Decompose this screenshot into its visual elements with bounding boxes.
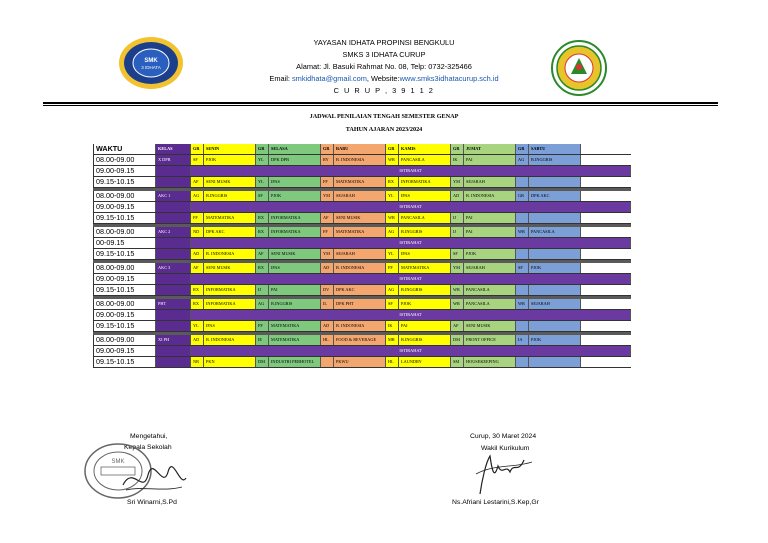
subject-name: LAUNDRY <box>399 357 451 367</box>
subject-name: PJOK <box>399 299 451 309</box>
subject-name: PAI <box>464 227 516 237</box>
subject-name: PAI <box>269 285 321 295</box>
teacher-code: YM <box>321 191 334 201</box>
subject-name <box>529 285 581 295</box>
day-header-kamis: KAMIS <box>399 144 451 154</box>
teacher-code: ND <box>191 227 204 237</box>
subject-name: IPAS <box>399 249 451 259</box>
break-row <box>93 346 631 357</box>
teacher-code: MR <box>386 335 399 345</box>
teacher-code: AG <box>386 227 399 237</box>
day-header-rabu: RABU <box>334 144 386 154</box>
time-slot: 08.00-09.00 <box>93 335 156 345</box>
subject-name: PANCASILA <box>464 285 516 295</box>
subject-name: INFORMATIKA <box>204 285 256 295</box>
subject-name: PKWU <box>334 357 386 367</box>
table-row <box>93 321 631 332</box>
email-link[interactable]: smkidhata@gmail.com <box>291 74 367 83</box>
subject-name: IPAS <box>269 263 321 273</box>
table-row <box>93 285 631 296</box>
day-header-senin: SENIN <box>204 144 256 154</box>
stamp-text: SMK <box>111 459 125 465</box>
subject-name: B. INDONESIA <box>204 249 256 259</box>
time-slot: 09.15-10.15 <box>93 285 156 295</box>
subject-name: FRONT OFFICE <box>464 335 516 345</box>
class-cell-empty <box>156 274 191 284</box>
waktu-header: WAKTU <box>93 144 156 154</box>
subject-name: PAI <box>399 321 451 331</box>
subject-name: SENI MUSIK <box>204 263 256 273</box>
teacher-code: IA <box>516 335 529 345</box>
subject-name: IPAS <box>204 321 256 331</box>
teacher-code: AD <box>451 191 464 201</box>
time-slot: 09.15-10.15 <box>93 321 156 331</box>
teacher-code: GR <box>516 191 529 201</box>
break-label: ISTIRAHAT <box>191 202 631 212</box>
time-slot: 09.00-09.15 <box>93 346 156 356</box>
class-cell-empty <box>156 346 191 356</box>
table-row <box>93 191 631 202</box>
day-code-header: GR <box>516 144 529 154</box>
subject-name: PJOK <box>529 263 581 273</box>
subject-name: INFORMATIKA <box>269 213 321 223</box>
break-row <box>93 274 631 285</box>
subject-name <box>529 177 581 187</box>
subject-name: MATEMATIKA <box>399 263 451 273</box>
schedule-title: JADWAL PENILAIAN TENGAH SEMESTER GENAP <box>309 113 459 120</box>
day-header-selasa: SELASA <box>269 144 321 154</box>
time-slot: 08.00-09.00 <box>93 191 156 201</box>
teacher-code: YM <box>451 263 464 273</box>
teacher-code: WR <box>386 155 399 165</box>
subject-name: DPK AKC <box>204 227 256 237</box>
class-cell-empty <box>156 285 191 295</box>
subject-name: HOUSEKEEPING <box>464 357 516 367</box>
subject-name: SEJARAH <box>334 191 386 201</box>
day-code-header: GR <box>451 144 464 154</box>
time-slot: 08.00-09.00 <box>93 299 156 309</box>
teacher-code: SF <box>386 299 399 309</box>
academic-year: TAHUN AJARAN 2023/2024 <box>345 126 423 133</box>
subject-name: B.INGGRIS <box>399 285 451 295</box>
website-link[interactable]: www.smks3idhatacurup.sch.id <box>399 74 499 83</box>
subject-name: DPK DPB <box>269 155 321 165</box>
teacher-code: AD <box>321 321 334 331</box>
teacher-code: FF <box>321 177 334 187</box>
subject-name: SENI MUSIK <box>269 249 321 259</box>
break-label: ISTIRAHAT <box>191 310 631 320</box>
teacher-code: YM <box>451 177 464 187</box>
subject-name: PKN <box>204 357 256 367</box>
time-slot: 09.00-09.15 <box>93 202 156 212</box>
teacher-code <box>516 357 529 367</box>
teacher-code: IJ <box>451 227 464 237</box>
class-name: AKC 1 <box>156 191 191 201</box>
subject-name: PANCASILA <box>399 155 451 165</box>
subject-name: B. INDONESIA <box>334 155 386 165</box>
teacher-code: YL <box>386 191 399 201</box>
subject-name: B.INGGRIS <box>204 191 256 201</box>
time-slot: 09.00-09.15 <box>93 310 156 320</box>
time-slot: 09.00-09.15 <box>93 274 156 284</box>
class-name: X DPB <box>156 155 191 165</box>
time-slot: 08.00-09.00 <box>93 155 156 165</box>
table-row <box>93 213 631 224</box>
subject-name: DPK PHT <box>334 299 386 309</box>
principal-signature-icon <box>118 460 188 500</box>
day-header-sabtu: SABTU <box>529 144 581 154</box>
kelas-header: KELAS <box>156 144 191 154</box>
subject-name: PANCASILA <box>529 227 581 237</box>
teacher-code: HL <box>386 357 399 367</box>
subject-name: PAI <box>464 213 516 223</box>
teacher-code: HL <box>321 335 334 345</box>
teacher-code: AD <box>191 335 204 345</box>
subject-name: B.INGGRIS <box>529 155 581 165</box>
acknowledged-label: Mengetahui, <box>130 433 168 440</box>
sign-date: Curup, 30 Maret 2024 <box>470 433 537 440</box>
subject-name: INFORMATIKA <box>204 299 256 309</box>
email-label: Email: <box>269 74 292 83</box>
teacher-code: IE <box>256 335 269 345</box>
teacher-code: AD <box>191 249 204 259</box>
teacher-code: WR <box>386 213 399 223</box>
subject-name: MATEMATIKA <box>269 321 321 331</box>
teacher-code: RX <box>256 263 269 273</box>
subject-name: B. INDONESIA <box>204 335 256 345</box>
class-name: AKC 3 <box>156 263 191 273</box>
time-slot: 09.00-09.15 <box>93 166 156 176</box>
teacher-code <box>516 213 529 223</box>
break-label: ISTIRAHAT <box>191 346 631 356</box>
teacher-code: SF <box>191 155 204 165</box>
break-row <box>93 238 631 249</box>
subject-name: SENI MUSIK <box>204 177 256 187</box>
teacher-code: IK <box>451 155 464 165</box>
teacher-code: RX <box>386 177 399 187</box>
teacher-code: RX <box>191 285 204 295</box>
teacher-code: RX <box>256 227 269 237</box>
subject-name: PJOK <box>269 191 321 201</box>
teacher-code: AF <box>191 263 204 273</box>
time-slot: 08.00-09.00 <box>93 263 156 273</box>
subject-name <box>529 249 581 259</box>
class-cell-empty <box>156 166 191 176</box>
vice-signature-icon <box>468 450 538 498</box>
principal-name: Sri Winarni,S.Pd <box>127 499 177 506</box>
teacher-code: IJ <box>256 285 269 295</box>
teacher-code: RY <box>321 155 334 165</box>
table-row <box>93 299 631 310</box>
class-cell-empty <box>156 249 191 259</box>
teacher-code: AG <box>256 299 269 309</box>
subject-name: MATEMATIKA <box>334 227 386 237</box>
table-header-row <box>93 144 631 155</box>
subject-name: PAI <box>464 155 516 165</box>
subject-name <box>529 357 581 367</box>
table-row <box>93 263 631 274</box>
subject-name: PJOK <box>529 335 581 345</box>
break-row <box>93 166 631 177</box>
subject-name: MATEMATIKA <box>204 213 256 223</box>
table-row <box>93 227 631 238</box>
teacher-code: FF <box>386 263 399 273</box>
day-header-jumat: JUMAT <box>464 144 516 154</box>
subject-name: MATEMATIKA <box>334 177 386 187</box>
subject-name: B. INDONESIA <box>464 191 516 201</box>
time-slot: 08.00-09.00 <box>93 227 156 237</box>
teacher-code <box>321 357 334 367</box>
teacher-code: SF <box>516 263 529 273</box>
city-postcode: C U R U P , 3 9 1 1 2 <box>333 86 435 95</box>
website-label: , Website: <box>366 74 400 83</box>
break-label: ISTIRAHAT <box>191 166 631 176</box>
header-divider-thin <box>43 105 718 106</box>
break-row <box>93 310 631 321</box>
subject-name <box>529 213 581 223</box>
subject-name: FOOD & BEVERAGE <box>334 335 386 345</box>
class-cell-empty <box>156 321 191 331</box>
teacher-code: AF <box>451 321 464 331</box>
teacher-code: RX <box>256 213 269 223</box>
teacher-code: AF <box>321 213 334 223</box>
table-row <box>93 155 631 166</box>
class-cell-empty <box>156 177 191 187</box>
subject-name: SEJARAH <box>529 299 581 309</box>
time-slot: 09.15-10.15 <box>93 357 156 367</box>
class-name: PHT <box>156 299 191 309</box>
teacher-code: WR <box>451 299 464 309</box>
subject-name: SEJARAH <box>464 177 516 187</box>
day-code-header: GR <box>386 144 399 154</box>
subject-name: INDUSTRI PERHOTEL <box>269 357 321 367</box>
teacher-code: AF <box>191 177 204 187</box>
break-label: ISTIRAHAT <box>191 274 631 284</box>
day-code-header: GR <box>256 144 269 154</box>
contact-line <box>0 74 768 85</box>
subject-name: PANCASILA <box>464 299 516 309</box>
day-code-header: GR <box>191 144 204 154</box>
teacher-code <box>516 177 529 187</box>
table-row <box>93 249 631 260</box>
teacher-code: SM <box>451 357 464 367</box>
subject-name: SEJARAH <box>464 263 516 273</box>
table-row <box>93 177 631 188</box>
class-cell-empty <box>156 357 191 367</box>
subject-name: B. INDONESIA <box>334 321 386 331</box>
teacher-code: WR <box>516 299 529 309</box>
foundation-name: YAYASAN IDHATA PROPINSI BENGKULU <box>313 38 455 47</box>
subject-name: SENI MUSIK <box>334 213 386 223</box>
subject-name: PJOK <box>464 249 516 259</box>
teacher-code: YL <box>256 177 269 187</box>
teacher-code: DM <box>256 357 269 367</box>
teacher-code <box>516 285 529 295</box>
teacher-code: YL <box>256 155 269 165</box>
teacher-code: WR <box>516 227 529 237</box>
break-row <box>93 202 631 213</box>
subject-name: IPAS <box>399 191 451 201</box>
teacher-code: FF <box>256 321 269 331</box>
subject-name: B.INGGRIS <box>399 335 451 345</box>
teacher-code: YM <box>321 249 334 259</box>
school-name: SMKS 3 IDHATA CURUP <box>342 50 426 59</box>
teacher-code <box>516 321 529 331</box>
teacher-code: AG <box>386 285 399 295</box>
subject-name: PANCASILA <box>399 213 451 223</box>
subject-name: SENI MUSIK <box>464 321 516 331</box>
class-name: AKC 2 <box>156 227 191 237</box>
subject-name: B.INGGRIS <box>399 227 451 237</box>
teacher-code: YL <box>386 249 399 259</box>
time-slot: 00-09.15 <box>93 238 156 248</box>
teacher-code: NR <box>191 357 204 367</box>
time-slot: 09.15-10.15 <box>93 177 156 187</box>
teacher-code: WR <box>451 285 464 295</box>
principal-title: Kepala Sekolah <box>124 444 172 451</box>
day-code-header: GR <box>321 144 334 154</box>
teacher-code: AG <box>191 191 204 201</box>
class-name: XI PH <box>156 335 191 345</box>
table-row <box>93 335 631 346</box>
header-divider-thick <box>43 102 718 104</box>
subject-name: MATEMATIKA <box>269 335 321 345</box>
subject-name <box>529 321 581 331</box>
teacher-code: IK <box>386 321 399 331</box>
teacher-code: DV <box>321 285 334 295</box>
svg-text:3 IDHATA: 3 IDHATA <box>141 65 161 70</box>
break-label: ISTIRAHAT <box>191 238 631 248</box>
teacher-code: IL <box>321 299 334 309</box>
teacher-code <box>516 249 529 259</box>
teacher-code: YL <box>191 321 204 331</box>
subject-name: IPAS <box>269 177 321 187</box>
teacher-code: RX <box>191 299 204 309</box>
table-row <box>93 357 631 368</box>
time-slot: 09.15-10.15 <box>93 213 156 223</box>
subject-name: B. INDONESIA <box>334 263 386 273</box>
school-address: Alamat: Jl. Basuki Rahmat No. 08, Telp: 0732-325466 <box>296 62 472 71</box>
teacher-code: FF <box>191 213 204 223</box>
subject-name: SEJARAH <box>334 249 386 259</box>
teacher-code: SF <box>256 191 269 201</box>
teacher-code: AF <box>256 249 269 259</box>
teacher-code: FF <box>321 227 334 237</box>
subject-name: DPK AKC <box>529 191 581 201</box>
class-cell-empty <box>156 310 191 320</box>
time-slot: 09.15-10.15 <box>93 249 156 259</box>
subject-name: INFORMATIKA <box>399 177 451 187</box>
teacher-code: AD <box>321 263 334 273</box>
subject-name: DPK AKC <box>334 285 386 295</box>
subject-name: PJOK <box>204 155 256 165</box>
subject-name: B.INGGRIS <box>269 299 321 309</box>
class-cell-empty <box>156 213 191 223</box>
teacher-code: IJ <box>451 213 464 223</box>
teacher-code: DM <box>451 335 464 345</box>
class-cell-empty <box>156 238 191 248</box>
teacher-code: SF <box>451 249 464 259</box>
subject-name: INFORMATIKA <box>269 227 321 237</box>
exam-schedule-table <box>93 144 631 368</box>
class-cell-empty <box>156 202 191 212</box>
vice-name: Ns.Afriani Lestarini,S.Kep,Gr <box>452 499 539 506</box>
svg-text:SMK: SMK <box>144 58 158 64</box>
teacher-code: AG <box>516 155 529 165</box>
vice-title: Wakil Kurikulum <box>481 445 530 452</box>
